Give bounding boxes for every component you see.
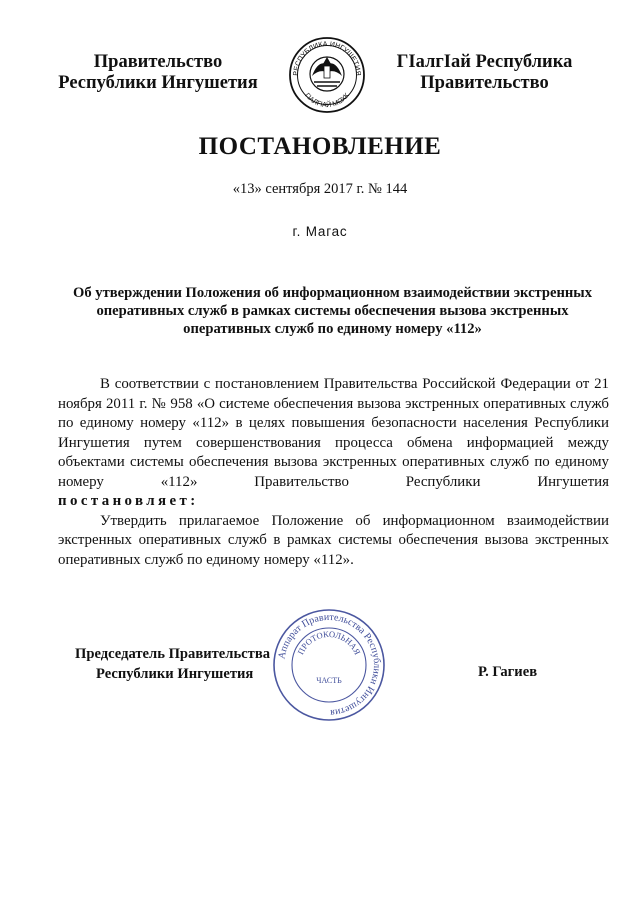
signatory-name: Р. Гагиев <box>478 664 538 680</box>
stamp-inner-text: ПРОТОКОЛЬНАЯ <box>295 628 363 657</box>
document-place: г. Магас <box>292 224 348 239</box>
svg-text:ПРОТОКОЛЬНАЯ <box>295 629 362 657</box>
decree-word: постановляет: <box>58 493 199 509</box>
header-right-line2: Правительство <box>420 73 549 93</box>
emblem-text-top: РЕСПУБЛИКА ИНГУШЕТИЯ <box>292 40 362 76</box>
header-right <box>387 52 582 94</box>
emblem-text-bottom: ГIАЛГIАЙ МОХК <box>303 92 351 110</box>
document-dateline: «13» сентября 2017 г. № 144 <box>232 181 408 197</box>
coat-of-arms-emblem <box>288 36 366 114</box>
stamp-inner-text2: ЧАСТЬ <box>316 676 342 685</box>
header-right-line1: ГIалгIай Республика <box>396 52 573 72</box>
document-title: ПОСТАНОВЛЕНИЕ <box>198 133 442 160</box>
official-stamp <box>271 607 387 723</box>
signatory-position-line1: Председатель Правительства <box>75 646 271 662</box>
svg-text:ГIАЛГIАЙ МОХК <box>303 91 351 109</box>
decision-paragraph: Утвердить прилагаемое Положение об информационном взаимодействии экстренных оперативных служб в рамках системы обеспечения вызова экстренных оперативных служб по единому номеру «112». <box>58 512 609 568</box>
header-left-line2: Республики Ингушетия <box>58 73 258 93</box>
stamp-ring-text: Аппарат Правительства Республики Ингушетия <box>276 611 383 719</box>
document-body <box>58 375 609 570</box>
signatory-position-line2: Республики Ингушетия <box>96 666 254 682</box>
document-subject: Об утверждении Положения об информационном взаимодействии экстренных оперативных служб в рамках системы обеспечения вызова экстренных оперативных служб по единому номеру «112» <box>73 285 592 337</box>
header-left-line1: Правительство <box>93 52 223 72</box>
header-left <box>52 52 264 94</box>
preamble-paragraph: В соответствии с постановлением Правительства Российской Федерации от 21 ноября 2011 г. № 958 «О системе обеспечения вызова экстренных оперативных служб по единому номеру «112» в целях повышения безопасности населения Республики Ингушетия путем совершенствования процесса обмена информацией между объектами системы обеспечения вызова экстренных оперативных служб по единому номеру «112» Правительство Республики Ингушетия <box>58 376 609 490</box>
